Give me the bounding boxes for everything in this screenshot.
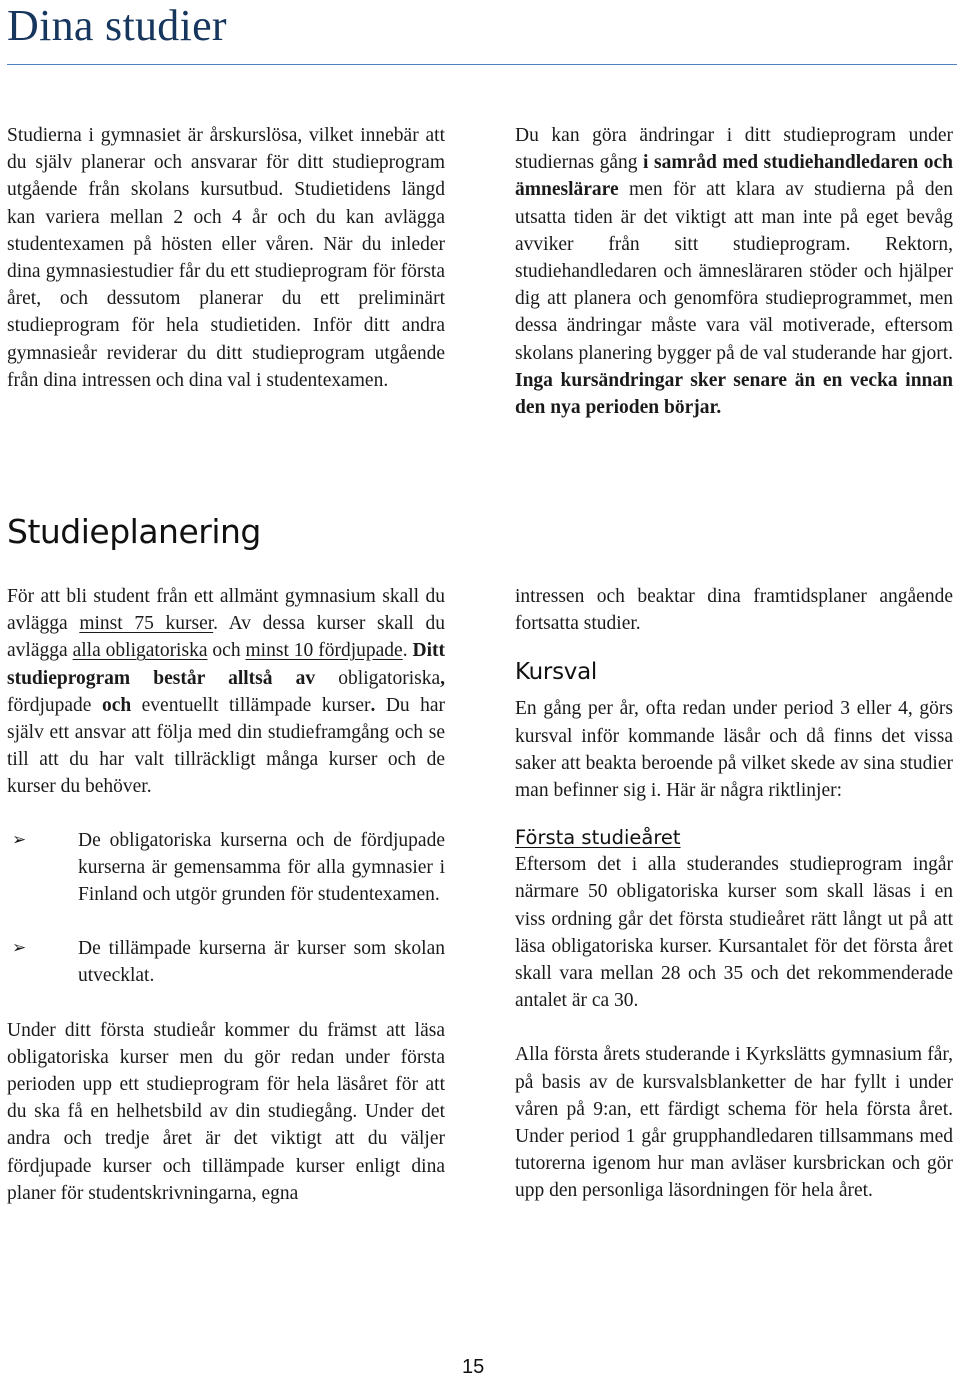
changes-emphasis: i samråd med studiehandledaren och ämneslärare [515,152,953,201]
kursval-heading: Kursval [515,659,597,686]
req-bold-3: och [101,694,132,716]
future-plans-paragraph: intressen och beaktar dina framtidsplaner angående fortsatta studier. [515,586,953,635]
intro-right-column [515,122,953,421]
kursval-paragraph: En gång per år, ofta redan under period 3 eller 4, görs kursval inför kommande läsår och då finns det vissa saker att beakta beroende på vilket skede av sina studier man befinner sig i. Här är några riktlinjer: [515,698,953,802]
forsta-studiearet-heading: Första studieåret [515,826,681,850]
changes-paragraph [515,122,953,421]
req-min-courses: minst 75 kurser [79,613,214,635]
req-text-3: och [207,640,246,662]
course-types-list [7,827,445,990]
req-text-5: obligatoriska [315,667,441,689]
requirements-paragraph [7,583,445,801]
first-year-paragraph: Under ditt första studieår kommer du främst att läsa obligatoriska kurser men du gör redan under första perioden upp ett studieprogram för hela läsåret för att du ska få en helhetsbild av din studiegång. Under det andra och tredje året är det viktigt att du väljer fördjupade kurser och tillämpade kurser enligt dina planer för studentskrivningarna, egna [7,1019,445,1204]
list-item-text: De obligatoriska kurserna och de fördjupade kurserna är gemensamma för alla gymnasier i Finland och utgör grunden för studentexamen. [78,829,445,906]
req-min-advanced: minst 10 fördjupade [245,640,403,662]
req-text-4: . [402,640,413,662]
changes-text-2: men för att klara av studierna på den utsatta tiden är det viktigt att man inte på eget bevåg avviker från sitt studieprogram. Rektorn, studiehandledaren och ämnesläraren stöder och hjälper dig att planera och genomföra studieprogrammet, men dessa ändringar måste vara väl motiverade, eftersom skolans planering bygger på de val studerande har gjort. [515,179,953,364]
req-text-8: Du har själv ett ansvar att följa med din studieframgång och se till att du har valt tillräckligt många kurser och de kurser du behöver. [7,694,446,798]
studieplanering-left-column [7,583,445,1207]
req-bold-1: Ditt studieprogram består alltså av [7,640,446,689]
studieplanering-heading: Studieplanering [7,512,261,551]
arrow-bullet-icon: ➢ [12,938,27,959]
intro-left-column [7,122,445,394]
changes-text-1: Du kan göra ändringar i ditt studieprogram under studiernas gång [515,125,953,174]
req-text-6: fördjupade [7,694,102,716]
req-text-7: eventuellt tillämpade kurser [131,694,371,716]
req-text-1: För att bli student från ett allmänt gymnasium skall du avlägga [7,586,445,635]
page-number: 15 [462,1356,485,1378]
list-item [7,935,445,989]
intro-paragraph: Studierna i gymnasiet är årskurslösa, vilket innebär att du själv planerar och ansvarar för ditt studieprogram utgående från skolans kursutbud. Studietidens längd kan variera mellan 2 och 4 år och du kan avlägga studentexamen på hösten eller våren. När du inleder dina gymnasiestudier får du ett studieprogram för första året, och dessutom planerar du ett preliminärt studieprogram för hela studietiden. Inför ditt andra gymnasieår reviderar du ditt studieprogram utgående från dina intressen och dina val i studentexamen. [7,125,445,391]
arrow-bullet-icon: ➢ [12,829,27,850]
title-rule [7,64,957,65]
page-title: Dina studier [7,1,227,50]
forsta-studiearet-paragraph: Eftersom det i alla studerandes studieprogram ingår närmare 50 obligatoriska kurser som skall läsas i en viss ordning går det första studieåret rätt långt ut på att läsa obligatoriska kurser. Kursantalet för det första året skall vara mellan 28 och 35 och det rekommenderade antalet är ca 30. [515,854,953,1012]
list-item [7,827,445,909]
req-bold-2: , [440,667,445,689]
schedule-paragraph: Alla första årets studerande i Kyrkslätts gymnasium får, på basis av de kursvalsblanketter de har fyllt i under våren på 9:an, ett färdigt schema för hela första året. Under period 1 går grupphandledaren tillsammans med tutorerna igenom hur man avläser kursbrickan och gör upp den personliga läsordningen för hela året. [515,1044,953,1202]
studieplanering-right-column [515,583,953,1205]
list-item-text: De tillämpade kurserna är kurser som skolan utvecklat. [78,938,445,987]
changes-deadline: Inga kursändringar sker senare än en vecka innan den nya perioden börjar. [515,369,953,419]
req-bold-4: . [370,694,376,716]
req-all-mandatory: alla obligatoriska [72,640,208,662]
req-text-2: . Av dessa kurser skall du avlägga [7,613,445,662]
